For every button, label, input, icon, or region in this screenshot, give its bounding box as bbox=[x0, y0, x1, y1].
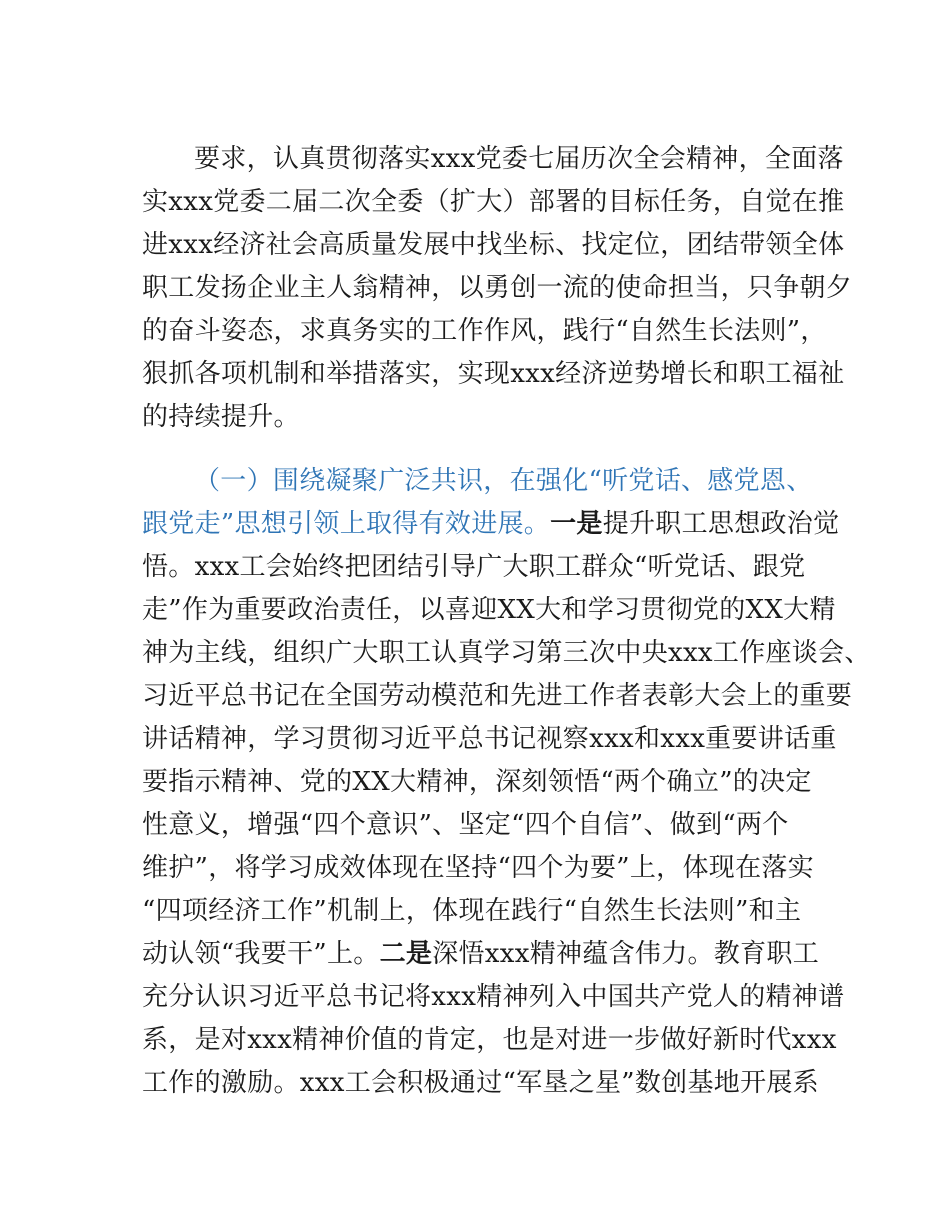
paragraph-2-line-4: 习近平总书记在全国劳动模范和先进工作者表彰大会上的重要 bbox=[142, 681, 853, 711]
paragraph-1-line-1: 要求，认真贯彻落实xxx党委七届历次全会精神，全面落 bbox=[194, 144, 844, 174]
paragraph-2-line-5: 讲话精神，学习贯彻习近平总书记视察xxx和xxx重要讲话重 bbox=[142, 724, 837, 754]
paragraph-2-line-7: 性意义，增强“四个意识”、坚定“四个自信”、做到“两个 bbox=[142, 810, 789, 840]
paragraph-1-line-5: 的奋斗姿态，求真务实的工作作风，践行“自然生长法则”， bbox=[142, 316, 827, 346]
paragraph-2-line-8: 维护”，将学习成效体现在坚持“四个为要”上，体现在落实 bbox=[142, 853, 814, 883]
paragraph-1-line-2: 实xxx党委二届二次全委（扩大）部署的目标任务，自觉在推 bbox=[142, 187, 845, 217]
paragraph-1-line-7: 的持续提升。 bbox=[142, 402, 300, 432]
item-marker-two: 二是 bbox=[379, 939, 433, 969]
item-one-end: 动认领“我要干”上。 bbox=[142, 939, 380, 969]
paragraph-1-line-6: 狠抓各项机制和举措落实，实现xxx经济逆势增长和职工福祉 bbox=[142, 359, 845, 389]
paragraph-2-line-6: 要指示精神、党的XX大精神，深刻领悟“两个确立”的决定 bbox=[142, 767, 812, 797]
paragraph-1-line-4: 职工发扬企业主人翁精神，以勇创一流的使命担当，只争朝夕 bbox=[142, 273, 853, 303]
paragraph-2-line-13: 工作的激励。xxx工会积极通过“军垦之星”数创基地开展系 bbox=[142, 1068, 819, 1098]
paragraph-2-line-1: 悟。xxx工会始终把团结引导广大职工群众“听党话、跟党 bbox=[142, 552, 806, 582]
paragraph-2-line-3: 神为主线，组织广大职工认真学习第三次中央xxx工作座谈会、 bbox=[142, 638, 871, 668]
item-marker-one: 一是 bbox=[550, 509, 603, 539]
section-heading-line-2: 跟党走”思想引领上取得有效进展。 bbox=[142, 509, 551, 539]
section-heading-line-1: （一）围绕凝聚广泛共识，在强化“听党话、感党恩、 bbox=[194, 466, 813, 496]
item-one-title: 提升职工思想政治觉 bbox=[602, 509, 840, 539]
paragraph-2-line-12: 系，是对xxx精神价值的肯定，也是对进一步做好新时代xxx bbox=[142, 1025, 837, 1055]
paragraph-2-line-11: 充分认识习近平总书记将xxx精神列入中国共产党人的精神谱 bbox=[142, 982, 845, 1012]
paragraph-1-line-3: 进xxx经济社会高质量发展中找坐标、找定位，团结带领全体 bbox=[142, 230, 845, 260]
paragraph-2-line-9: “四项经济工作”机制上，体现在践行“自然生长法则”和主 bbox=[142, 896, 802, 926]
item-two-title: 深悟xxx精神蕴含伟力。教育职工 bbox=[432, 939, 819, 969]
paragraph-2-line-2: 走”作为重要政治责任，以喜迎XX大和学习贯彻党的XX大精 bbox=[142, 595, 836, 625]
paragraph-2-line-10-row bbox=[142, 939, 822, 969]
section-heading-line-2-row bbox=[142, 509, 840, 539]
